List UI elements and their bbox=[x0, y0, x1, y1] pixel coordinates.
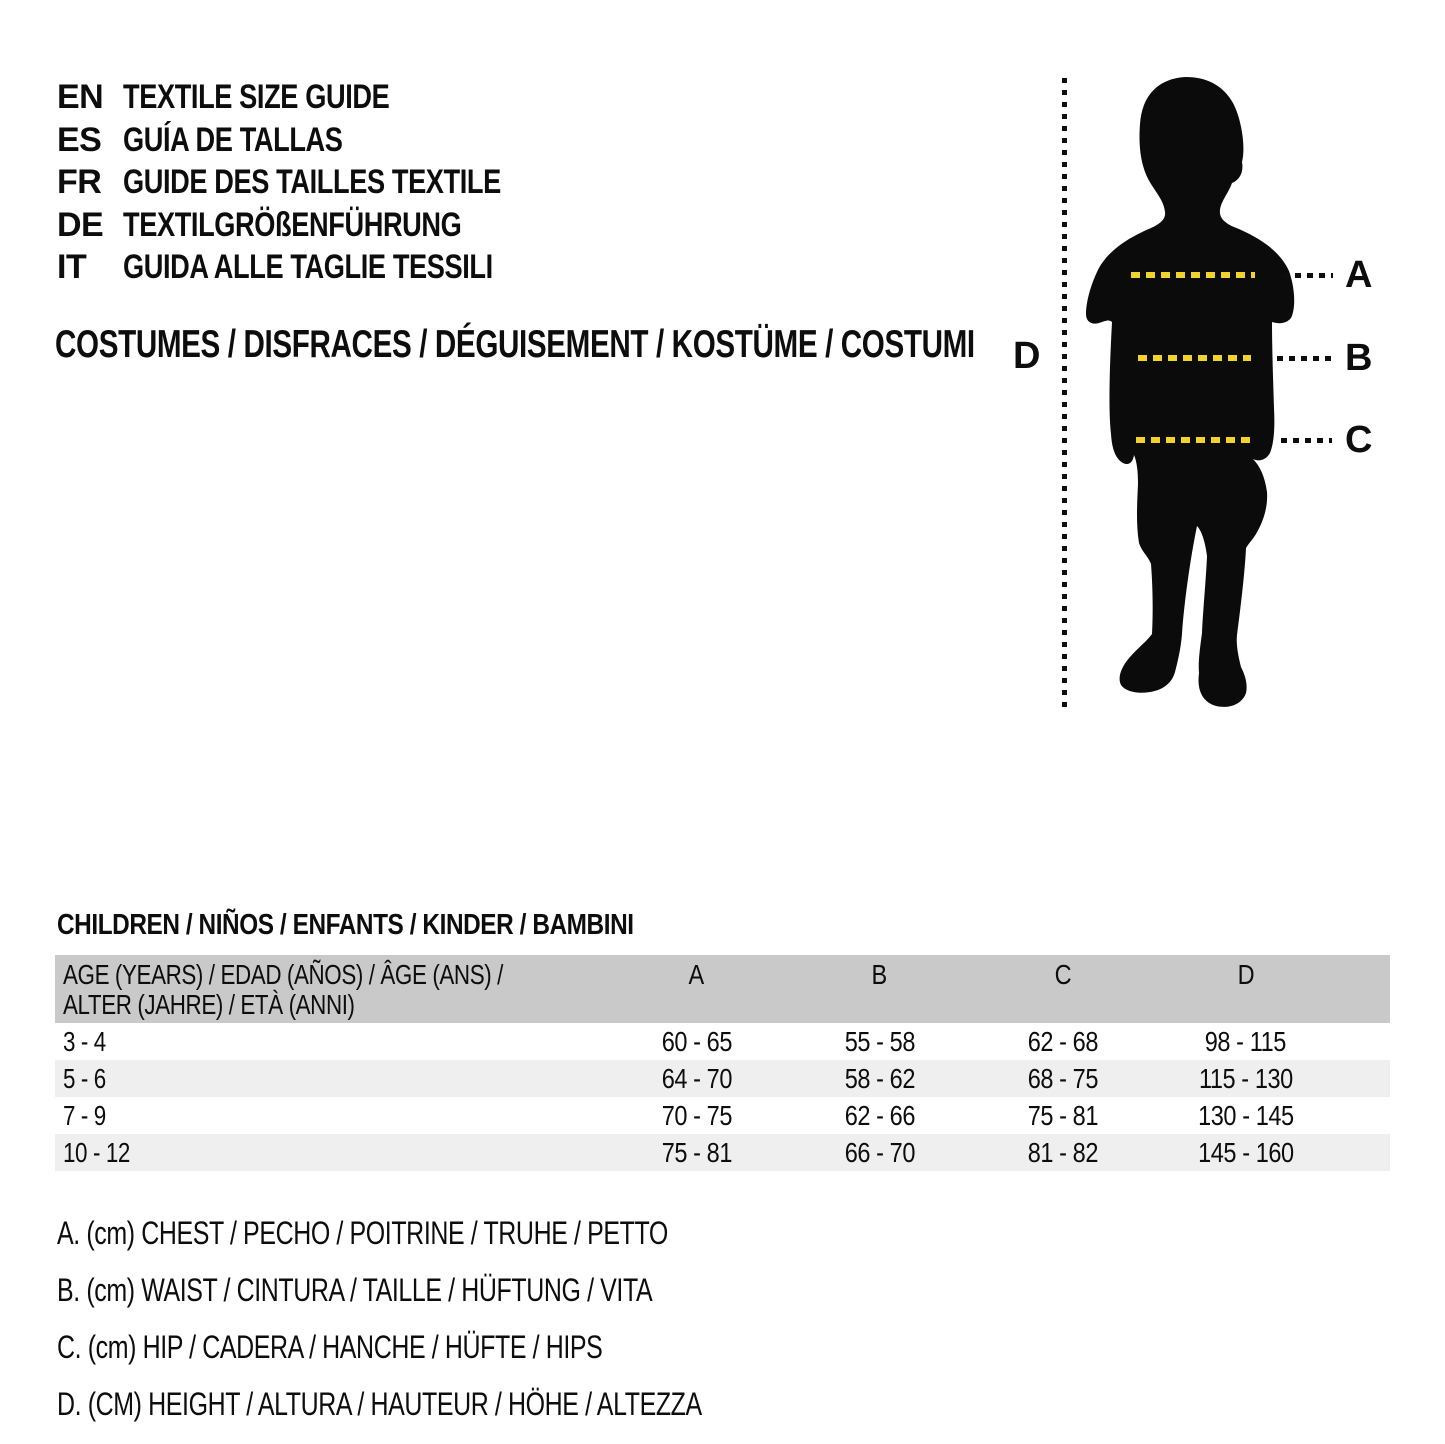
legend-item-hip: C. (cm) HIP / CADERA / HANCHE / HÜFTE / HIPS bbox=[57, 1329, 603, 1365]
chest-cell: 70 - 75 bbox=[661, 1099, 732, 1131]
legend-item-waist: B. (cm) WAIST / CINTURA / TAILLE / HÜFTUNG / VITA bbox=[57, 1272, 653, 1308]
hip-measure-line bbox=[1136, 437, 1256, 443]
age-cell: 7 - 9 bbox=[63, 1099, 106, 1131]
spacer-cell bbox=[1337, 1060, 1390, 1097]
height-cell: 130 - 145 bbox=[1197, 1099, 1294, 1131]
language-title: TEXTILE SIZE GUIDE bbox=[123, 78, 390, 116]
height-cell: 98 - 115 bbox=[1204, 1025, 1287, 1057]
chest-cell: 60 - 65 bbox=[661, 1025, 732, 1057]
language-row-it bbox=[57, 246, 595, 289]
column-header-spacer bbox=[1337, 955, 1390, 1023]
size-table bbox=[55, 955, 1390, 1171]
column-header-b: B bbox=[871, 959, 888, 990]
size-table-header-row bbox=[55, 955, 1390, 1023]
language-row-fr bbox=[57, 161, 595, 204]
language-row-es bbox=[57, 119, 595, 162]
waist-leader-line bbox=[1277, 356, 1332, 361]
waist-cell: 55 - 58 bbox=[844, 1025, 915, 1057]
language-title: GUIDE DES TAILLES TEXTILE bbox=[123, 163, 501, 201]
age-column-header: AGE (YEARS) / EDAD (AÑOS) / ÂGE (ANS) / ALTER (JAHRE) / ETÀ (ANNI) bbox=[63, 959, 503, 1020]
language-row-de bbox=[57, 204, 595, 247]
height-cell: 115 - 130 bbox=[1198, 1062, 1293, 1094]
language-code: FR bbox=[57, 163, 102, 201]
height-label-d: D bbox=[1013, 335, 1040, 377]
legend-item-chest: A. (cm) CHEST / PECHO / POITRINE / TRUHE / PETTO bbox=[57, 1215, 668, 1251]
column-header-a: A bbox=[688, 959, 705, 990]
hip-cell: 81 - 82 bbox=[1027, 1136, 1098, 1168]
height-measure-dotted-line bbox=[1062, 78, 1067, 712]
hip-cell: 75 - 81 bbox=[1027, 1099, 1098, 1131]
spacer-cell bbox=[1337, 1023, 1390, 1060]
language-code: ES bbox=[57, 120, 102, 159]
table-row bbox=[55, 1134, 1390, 1171]
language-code: DE bbox=[57, 205, 104, 244]
language-guide-list bbox=[57, 76, 595, 289]
section-title-children: CHILDREN / NIÑOS / ENFANTS / KINDER / BAMBINI bbox=[57, 909, 634, 941]
hip-leader-line bbox=[1281, 438, 1332, 443]
waist-measure-line bbox=[1138, 355, 1251, 361]
chest-measure-line bbox=[1131, 272, 1255, 278]
chest-leader-line bbox=[1283, 273, 1333, 278]
age-cell: 5 - 6 bbox=[63, 1062, 106, 1094]
language-code: EN bbox=[57, 78, 104, 116]
chest-cell: 75 - 81 bbox=[661, 1136, 732, 1168]
waist-cell: 66 - 70 bbox=[844, 1136, 915, 1168]
table-row bbox=[55, 1023, 1390, 1060]
spacer-cell bbox=[1337, 1134, 1390, 1171]
language-row-en bbox=[57, 76, 595, 119]
spacer-cell bbox=[1337, 1097, 1390, 1134]
column-header-d: D bbox=[1237, 959, 1254, 990]
language-title: TEXTILGRÖßENFÜHRUNG bbox=[123, 205, 462, 244]
language-code: IT bbox=[57, 248, 87, 286]
chest-label-a: A bbox=[1345, 254, 1372, 296]
age-cell: 10 - 12 bbox=[63, 1136, 130, 1168]
chest-cell: 64 - 70 bbox=[661, 1062, 732, 1094]
measurement-legend bbox=[57, 1205, 884, 1433]
child-silhouette bbox=[1080, 70, 1305, 718]
language-title: GUIDA ALLE TAGLIE TESSILI bbox=[123, 248, 493, 286]
table-row bbox=[55, 1097, 1390, 1134]
waist-label-b: B bbox=[1345, 337, 1372, 379]
language-title: GUÍA DE TALLAS bbox=[123, 120, 343, 159]
table-row bbox=[55, 1060, 1390, 1097]
age-cell: 3 - 4 bbox=[63, 1025, 106, 1057]
category-title: COSTUMES / DISFRACES / DÉGUISEMENT / KOSTÜME / COSTUMI bbox=[55, 323, 975, 366]
waist-cell: 62 - 66 bbox=[844, 1099, 915, 1131]
hip-label-c: C bbox=[1345, 419, 1372, 461]
waist-cell: 58 - 62 bbox=[844, 1062, 915, 1094]
hip-cell: 68 - 75 bbox=[1027, 1062, 1098, 1094]
legend-item-height: D. (CM) HEIGHT / ALTURA / HAUTEUR / HÖHE / ALTEZZA bbox=[57, 1386, 702, 1422]
hip-cell: 62 - 68 bbox=[1027, 1025, 1098, 1057]
height-cell: 145 - 160 bbox=[1197, 1136, 1294, 1168]
column-header-c: C bbox=[1054, 959, 1071, 990]
